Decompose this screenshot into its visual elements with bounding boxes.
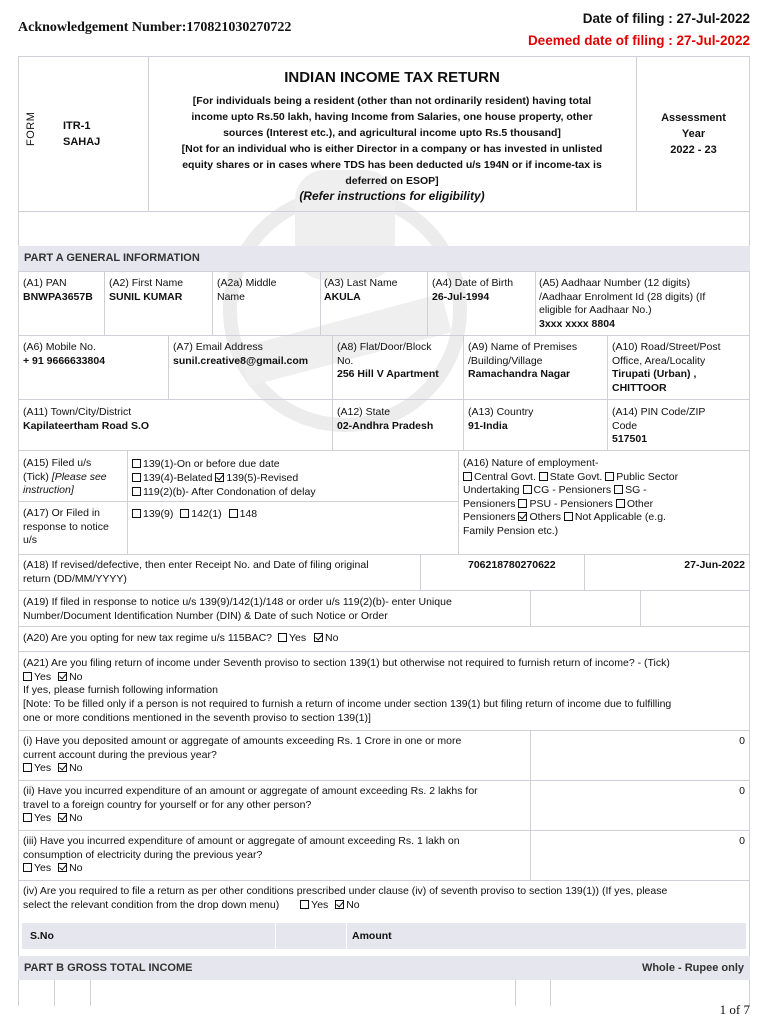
option-label: Yes (34, 670, 52, 683)
label: return (DD/MM/YYYY) (23, 572, 127, 585)
a6-mobile (23, 341, 105, 368)
divider (463, 399, 464, 450)
a10-road-street (612, 341, 721, 396)
a3-last-name (324, 277, 398, 304)
value: 91-India (468, 419, 508, 432)
label: /Building/Village (468, 354, 543, 367)
option-label: Public Sector (616, 470, 679, 483)
label: (A10) Road/Street/Post (612, 341, 721, 353)
option-label: Yes (288, 632, 307, 644)
value: Tirupati (Urban) , (612, 368, 697, 381)
checkbox-qi-yes[interactable] (23, 763, 32, 772)
option-label: CG - Pensioners (533, 484, 612, 496)
label: Code (612, 419, 638, 432)
divider (320, 271, 321, 335)
divider (550, 980, 551, 1006)
checkbox-central-govt[interactable] (463, 472, 472, 481)
a18-original-date: 27-Jun-2022 (684, 559, 745, 571)
option-label: 139(1)-On or before due date (143, 458, 280, 470)
label: (i) Have you deposited amount or aggregate of amounts exceeding Rs. 1 Crore in one or more (23, 735, 462, 747)
divider (275, 923, 276, 949)
divider (530, 730, 531, 881)
label: consumption of electricity during the previous year? (23, 848, 263, 861)
option-label: Family Pension etc.) (463, 524, 559, 537)
option-label: No (69, 812, 83, 825)
divider (535, 271, 536, 335)
option-label: Yes (34, 862, 52, 875)
question-iii-amount: 0 (739, 835, 745, 847)
label: (A1) PAN (23, 277, 67, 289)
label: (A13) Country (468, 406, 534, 418)
checkbox-qiii-no-checked[interactable] (58, 863, 67, 872)
checkbox-sg-pensioners[interactable] (614, 485, 623, 494)
label: (iii) Have you incurred expenditure of amount or aggregate of amount exceeding Rs. 1 lakh on (23, 835, 460, 847)
divider (18, 830, 750, 831)
checkbox-not-applicable[interactable] (564, 512, 573, 521)
form-name-sahaj: SAHAJ (63, 136, 101, 148)
page-number: 1 of 7 (719, 1002, 750, 1017)
option-label: No (346, 898, 360, 911)
label: current account during the previous year? (23, 748, 217, 761)
option-label: State Govt. (549, 470, 603, 483)
desc-line: [Not for an individual who is either Director in a company or has invested in unlisted (181, 142, 603, 155)
divider (420, 554, 421, 590)
value: Ramachandra Nagar (468, 368, 571, 381)
divider (346, 923, 347, 949)
form-name-itr1: ITR-1 (63, 120, 91, 132)
divider (148, 56, 149, 212)
question-i (23, 735, 461, 776)
acknowledgement-number: Acknowledgement Number:170821030270722 (18, 20, 292, 35)
label: If yes, please furnish following information (23, 684, 218, 697)
label: (A17) Or Filed in (23, 507, 101, 519)
divider (18, 335, 750, 336)
question-ii-amount: 0 (739, 785, 745, 797)
ay-value: 2022 - 23 (670, 144, 717, 156)
a2a-middle-name (217, 277, 277, 304)
title-block (150, 68, 634, 204)
checkbox-a21-no-checked[interactable] (58, 672, 67, 681)
part-b-heading (18, 956, 750, 980)
desc-line: equity shares or in cases where TDS has been deducted u/s 194N or if income-tax is (182, 158, 602, 171)
a9-premises (468, 341, 577, 382)
label: (A3) Last Name (324, 277, 398, 289)
a1-pan (23, 277, 93, 304)
date-of-filing: Date of filing : 27-Jul-2022 (582, 11, 750, 26)
desc-line: [For individuals being a resident (other than not ordinarily resident) having total (192, 94, 592, 107)
divider (18, 211, 750, 212)
option-label: No (69, 670, 83, 683)
label: (A14) PIN Code/ZIP (612, 406, 706, 418)
option-label: 139(4)-Belated (143, 472, 213, 484)
value: 517501 (612, 433, 648, 446)
label: Office, Area/Locality (612, 354, 706, 367)
label: one or more conditions mentioned in the seventh proviso to section 139(1)] (23, 711, 371, 724)
label: [Note: To be filled only if a person is not required to furnish a return of income under section 139(1) but filing return of income due to fulfilling (23, 697, 672, 710)
a21-seventh-proviso (23, 657, 745, 725)
label: (A9) Name of Premises (468, 341, 578, 353)
a14-pin (612, 406, 705, 447)
label: Name (217, 290, 246, 303)
label: (A2) First Name (109, 277, 184, 289)
checkbox-qii-no-checked[interactable] (58, 813, 67, 822)
checkbox-a20-yes[interactable] (278, 633, 287, 642)
option-label: Central Govt. (474, 470, 536, 483)
checkbox-qi-no-checked[interactable] (58, 763, 67, 772)
eligibility-note: (Refer instructions for eligibility) (299, 188, 485, 203)
checkbox-a21-yes[interactable] (23, 672, 32, 681)
form-title: INDIAN INCOME TAX RETURN (284, 69, 500, 86)
divider (127, 450, 128, 554)
checkbox-qiv-no-checked[interactable] (335, 900, 344, 909)
a13-country (468, 406, 533, 433)
option-label: Yes (311, 898, 329, 911)
divider (332, 335, 333, 399)
a5-aadhaar (539, 277, 705, 332)
a2-first-name (109, 277, 183, 304)
value: BNWPA3657B (23, 290, 93, 303)
label: (A5) Aadhaar Number (12 digits) (539, 277, 691, 289)
a18-receipt-number: 706218780270622 (468, 559, 556, 571)
divider (18, 271, 750, 272)
desc-line: sources (Interest etc.), and agricultural income upto Rs.5 thousand] (223, 126, 561, 139)
option-label: No (69, 862, 83, 875)
divider (463, 335, 464, 399)
option-label: Yes (34, 812, 52, 825)
checkbox-119-2b[interactable] (132, 487, 141, 496)
question-i-amount: 0 (739, 735, 745, 747)
divider (18, 880, 750, 881)
value: sunil.creative8@gmail.com (173, 354, 309, 367)
divider (212, 271, 213, 335)
label: (A19) If filed in response to notice u/s 139(9)/142(1)/148 or order u/s 119(2)(b)- enter Unique (23, 596, 452, 608)
a19-notice-label (23, 596, 452, 623)
a17-options (132, 508, 257, 522)
divider (640, 590, 641, 626)
divider (168, 335, 169, 399)
label: (A6) Mobile No. (23, 341, 96, 353)
a4-date-of-birth (432, 277, 513, 304)
divider (427, 271, 428, 335)
option-label: No (69, 762, 83, 775)
checkbox-a20-no-checked[interactable] (314, 633, 323, 642)
value: 256 Hill V Apartment (337, 368, 439, 381)
label: eligible for Aadhaar No.) (539, 304, 652, 317)
deemed-date-of-filing: Deemed date of filing : 27-Jul-2022 (527, 33, 750, 48)
value: SUNIL KUMAR (109, 290, 183, 303)
option-label: 148 (239, 508, 258, 520)
checkbox-148[interactable] (229, 509, 238, 518)
divider (18, 780, 750, 781)
checkbox-qiii-yes[interactable] (23, 863, 32, 872)
label: /Aadhaar Enrolment Id (28 digits) (If (539, 290, 706, 303)
divider (18, 554, 750, 555)
divider (530, 590, 531, 626)
checkbox-qiv-yes[interactable] (300, 900, 309, 909)
divider (607, 335, 608, 399)
question-iii (23, 835, 460, 876)
a15-filed-us (23, 457, 107, 498)
a17-filed-in-response (23, 507, 109, 548)
a20-new-tax-regime (23, 632, 338, 646)
option-label: 142(1) (191, 508, 222, 520)
a12-state (337, 406, 433, 433)
divider (458, 450, 459, 554)
label: (A11) Town/City/District (23, 406, 132, 418)
option-label: SG - (625, 484, 647, 496)
label: (A15) Filed u/s (23, 457, 92, 469)
whole-rupee-only: Whole - Rupee only (641, 962, 744, 974)
label: (A20) Are you opting for new tax regime u/s 115BAC? (23, 632, 273, 644)
a15-options (132, 457, 316, 499)
label: (ii) Have you incurred expenditure of an amount or aggregate of amount exceeding Rs. 2 lakhs for (23, 785, 478, 797)
checkbox-psu-pensioners[interactable] (518, 499, 527, 508)
divider (104, 271, 105, 335)
label: (iv) Are you required to file a return as per other conditions prescribed under clause (iv) of seventh proviso to section 139(1)) (If yes, please (23, 885, 668, 897)
divider (607, 399, 608, 450)
label (23, 471, 107, 485)
divider (90, 980, 91, 1006)
value: 02-Andhra Pradesh (337, 419, 434, 432)
question-iv (23, 885, 667, 912)
divider (515, 980, 516, 1006)
label: select the relevant condition from the drop down menu) (23, 898, 280, 911)
label: response to notice (23, 520, 109, 533)
label: (A2a) Middle (217, 277, 277, 289)
option-label: 139(5)-Revised (226, 472, 299, 484)
ay-label: Assessment (661, 112, 726, 124)
option-label: Other (626, 497, 654, 510)
form-description (150, 93, 634, 189)
divider (584, 554, 585, 590)
option-label: Pensioners (463, 511, 516, 523)
label: Number/Document Identification Number (DIN) & Date of such Notice or Order (23, 609, 388, 622)
divider (18, 651, 750, 652)
label: (Tick) (23, 470, 49, 483)
sno-amount-header (22, 923, 746, 949)
checkbox-others-checked[interactable] (518, 512, 527, 521)
value: AKULA (324, 290, 361, 303)
label: instruction] (23, 484, 74, 497)
divider (18, 501, 458, 502)
part-b-title: PART B GROSS TOTAL INCOME (24, 962, 193, 974)
divider (332, 399, 333, 450)
a11-town (23, 406, 149, 433)
option-label: 139(9) (143, 508, 174, 520)
label: No. (337, 354, 354, 367)
divider (18, 399, 750, 400)
checkbox-qii-yes[interactable] (23, 813, 32, 822)
label: (A18) If revised/defective, then enter Receipt No. and Date of filing original (23, 559, 369, 571)
option-label: Not Applicable (e.g. (574, 511, 666, 523)
option-label: 119(2)(b)- After Condonation of delay (143, 486, 316, 498)
checkbox-cg-pensioners[interactable] (523, 485, 532, 494)
form-vertical-label: FORM (25, 111, 37, 146)
assessment-year (637, 110, 750, 158)
label: (A8) Flat/Door/Block (337, 341, 432, 353)
option-label: Yes (34, 762, 52, 775)
label: (A16) Nature of employment- (463, 457, 599, 469)
checkbox-139-1[interactable] (132, 459, 141, 468)
divider (18, 730, 750, 731)
label: (A7) Email Address (173, 341, 263, 353)
a7-email (173, 341, 308, 368)
label: [Please see (51, 470, 107, 483)
option-label: No (325, 632, 339, 644)
option-label: PSU - Pensioners (529, 497, 613, 510)
label: (A12) State (337, 406, 391, 418)
checkbox-other-pensioners[interactable] (616, 499, 625, 508)
sno-header: S.No (30, 930, 54, 942)
value: Kapilateertham Road S.O (23, 419, 150, 432)
label: (A21) Are you filing return of income under Seventh proviso to section 139(1) but otherwise not required to furnish return of income? - (Tick) (23, 657, 670, 669)
checkbox-139-9[interactable] (132, 509, 141, 518)
question-ii (23, 785, 478, 826)
amount-header: Amount (352, 930, 392, 942)
desc-line: income upto Rs.50 lakh, having Income from Salaries, one house property, other (191, 110, 593, 123)
option-label: Pensioners (463, 497, 516, 510)
part-a-heading: PART A GENERAL INFORMATION (18, 246, 750, 271)
a18-revised-label (23, 559, 369, 586)
checkbox-142-1[interactable] (180, 509, 189, 518)
value: CHITTOOR (612, 381, 667, 394)
label: travel to a foreign country for yourself or for any other person? (23, 798, 312, 811)
a8-flat-door (337, 341, 439, 382)
checkbox-139-4[interactable] (132, 473, 141, 482)
ay-label: Year (681, 128, 706, 140)
value: 26-Jul-1994 (432, 290, 490, 303)
value: 3xxx xxxx 8804 (539, 317, 615, 330)
divider (54, 980, 55, 1006)
desc-line: deferred on ESOP] (345, 174, 439, 187)
a16-nature-of-employment (463, 457, 745, 538)
label: (A4) Date of Birth (432, 277, 514, 289)
checkbox-139-5-checked[interactable] (215, 473, 224, 482)
value: + 91 9666633804 (23, 354, 106, 367)
divider (18, 626, 750, 627)
label: u/s (23, 534, 38, 547)
option-label: Undertaking (463, 484, 520, 496)
checkbox-psu[interactable] (605, 472, 614, 481)
checkbox-state-govt[interactable] (539, 472, 548, 481)
option-label: Others (529, 511, 561, 523)
